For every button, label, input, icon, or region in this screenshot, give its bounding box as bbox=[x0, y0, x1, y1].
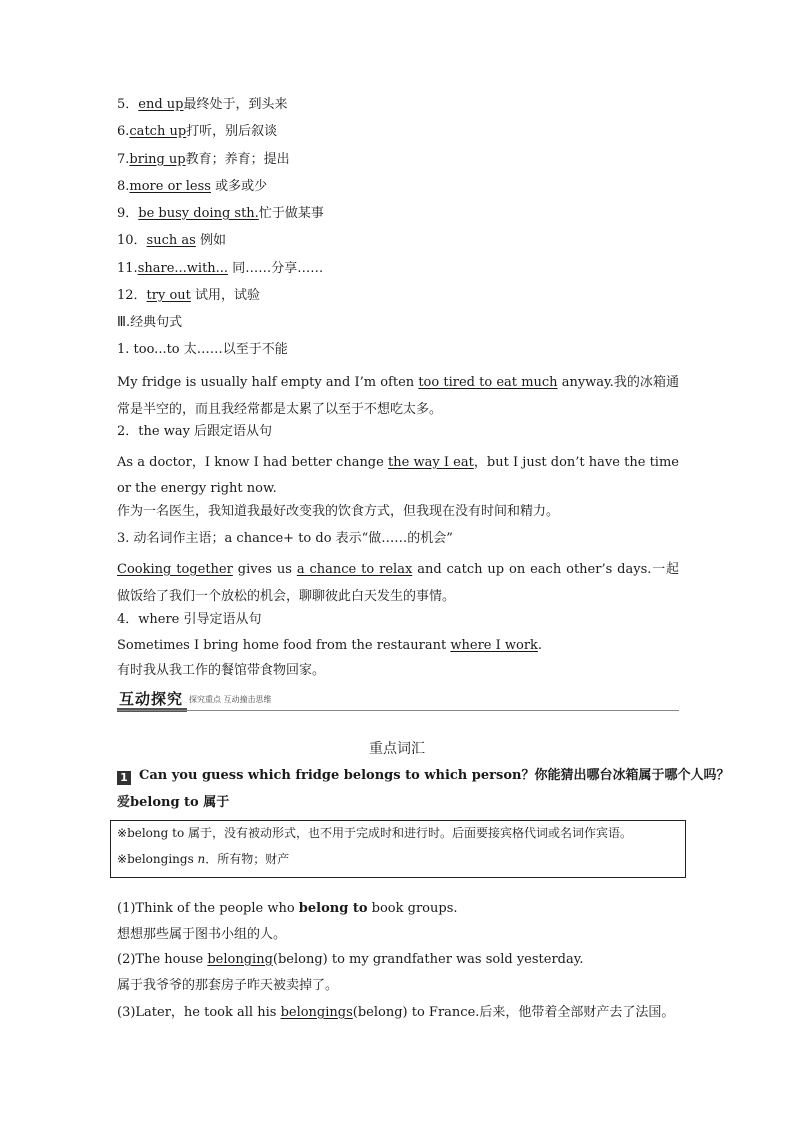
vocab-num: 5． bbox=[117, 97, 139, 112]
note-2: ※belongings n．所有物；财产 bbox=[117, 852, 290, 866]
pattern-example-2: As a doctor，I know I had better change the way I eat，but I just don’t have the time or the energy right now. bbox=[117, 455, 679, 496]
vocab-phrase: more or less bbox=[129, 179, 211, 194]
vocab-item-11 bbox=[117, 260, 323, 278]
vocab-phrase: catch up bbox=[129, 124, 187, 139]
vocab-meaning: 试用，试验 bbox=[190, 288, 261, 303]
section-heading: Ⅲ.经典句式 bbox=[117, 315, 183, 330]
pattern-translation-2: 作为一名医生，我知道我最好改变我的饮食方式，但我现在没有时间和精力。 bbox=[117, 504, 560, 519]
pattern-example-4: Sometimes I bring home food from the restaurant where I work. bbox=[117, 638, 543, 653]
vocab-num: 10． bbox=[117, 233, 147, 248]
answer-blank: belonging bbox=[207, 952, 273, 967]
pattern-title-3: 3. 动名词作主语；a chance+ to do 表示“做……的机会” bbox=[117, 531, 453, 546]
vocab-item-7 bbox=[117, 151, 290, 169]
pattern-example-1: My fridge is usually half empty and I’m often too tired to eat much anyway.我的冰箱通常是半空的，而且我经常都是太累了以至于不想吃太多。 bbox=[117, 375, 679, 417]
banner-subtitle: 探究重点 互动撞击思维 bbox=[189, 695, 272, 704]
vocab-num: 12． bbox=[117, 288, 147, 303]
example-1: (1)Think of the people who belong to book groups. bbox=[117, 901, 458, 916]
underlined-phrase: too tired to eat much bbox=[418, 375, 558, 390]
vocab-meaning: 忙于做某事 bbox=[258, 206, 324, 221]
vocab-meaning: 最终处于，到头来 bbox=[183, 97, 288, 112]
answer-blank: belongings bbox=[280, 1005, 353, 1020]
example-2-translation: 属于我爷爷的那套房子昨天被卖掉了。 bbox=[117, 978, 339, 993]
notes-box bbox=[110, 820, 686, 878]
banner-title: 互动探究 bbox=[119, 690, 184, 708]
item-question: 1 Can you guess which fridge belongs to which person？你能猜出哪台冰箱属于哪个人吗？ bbox=[117, 767, 729, 785]
key-vocab-heading: 重点词汇 bbox=[369, 741, 425, 757]
example-1-translation: 想想那些属于图书小组的人。 bbox=[117, 927, 287, 942]
pattern-title-4: 4．where 引导定语从句 bbox=[117, 612, 262, 627]
underlined-phrase: a chance to relax bbox=[296, 562, 413, 577]
vocab-item-8 bbox=[117, 178, 267, 196]
reference-mark-icon: ※ bbox=[117, 826, 128, 840]
banner-rule bbox=[117, 710, 679, 711]
vocab-meaning: 教育；养育；提出 bbox=[185, 152, 290, 167]
note-1: ※belong to 属于，没有被动形式，也不用于完成时和进行时。后面要接宾格代词或名词作宾语。 bbox=[117, 826, 633, 840]
vocab-phrase: such as bbox=[146, 233, 196, 248]
vocab-item-6 bbox=[117, 123, 277, 141]
pattern-title-2: 2．the way 后跟定语从句 bbox=[117, 424, 273, 439]
vocab-num: 8. bbox=[117, 179, 130, 194]
vocab-meaning: 例如 bbox=[195, 233, 226, 248]
pattern-title-1: 1. too...to 太……以至于不能 bbox=[117, 342, 288, 357]
underlined-phrase: where I work bbox=[450, 638, 538, 653]
item-term: 爱belong to 属于 bbox=[117, 795, 230, 810]
term-marker-icon: 爱 bbox=[117, 795, 131, 810]
vocab-phrase: bring up bbox=[129, 152, 186, 167]
reference-mark-icon: ※ bbox=[117, 852, 128, 866]
vocab-num: 9． bbox=[117, 206, 139, 221]
vocab-phrase: try out bbox=[146, 288, 191, 303]
vocab-meaning: 打听，别后叙谈 bbox=[186, 124, 278, 139]
vocab-item-9 bbox=[117, 205, 324, 223]
vocab-item-12 bbox=[117, 287, 260, 305]
vocab-item-5 bbox=[117, 96, 288, 114]
example-3: (3)Later，he took all his belongings(belong) to France.后来，他带着全部财产去了法国。 bbox=[117, 1005, 675, 1020]
underlined-phrase: Cooking together bbox=[117, 562, 233, 577]
example-2: (2)The house belonging(belong) to my grandfather was sold yesterday. bbox=[117, 952, 584, 967]
vocab-item-10 bbox=[117, 232, 226, 250]
vocab-phrase: share...with... bbox=[137, 261, 229, 276]
item-number-badge: 1 bbox=[117, 771, 131, 785]
section-banner bbox=[117, 688, 679, 716]
vocab-meaning: 同……分享…… bbox=[228, 261, 324, 276]
vocab-phrase: end up bbox=[138, 97, 184, 112]
pattern-example-3: Cooking together gives us a chance to relax and catch up on each other’s days.一起做饭给了我们一个放松的机会，聊聊彼此白天发生的事情。 bbox=[117, 562, 679, 604]
underlined-phrase: the way I eat bbox=[388, 455, 474, 470]
vocab-phrase: be busy doing sth. bbox=[138, 206, 259, 221]
vocab-num: 11. bbox=[117, 261, 138, 276]
vocab-meaning: 或多或少 bbox=[210, 179, 268, 194]
vocab-num: 6. bbox=[117, 124, 130, 139]
vocab-num: 7. bbox=[117, 152, 130, 167]
pattern-translation-4: 有时我从我工作的餐馆带食物回家。 bbox=[117, 663, 326, 678]
